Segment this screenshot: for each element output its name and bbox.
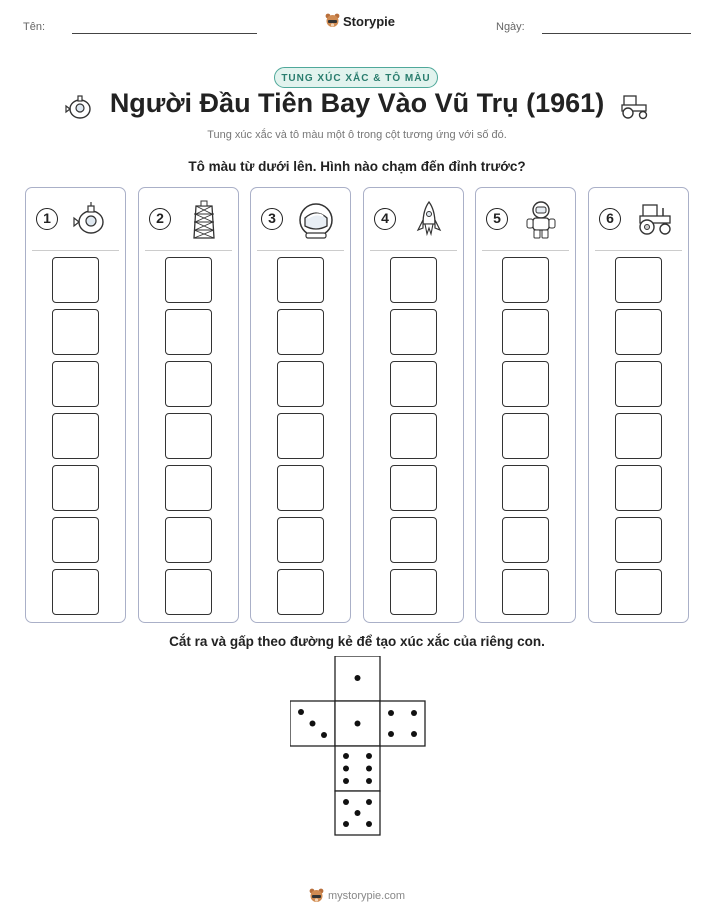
color-box[interactable] bbox=[390, 569, 437, 615]
color-box[interactable] bbox=[390, 309, 437, 355]
column-divider bbox=[595, 250, 682, 251]
color-box[interactable] bbox=[277, 517, 324, 563]
column-3 bbox=[250, 187, 351, 623]
color-box[interactable] bbox=[52, 257, 99, 303]
dice-net bbox=[290, 656, 426, 836]
color-box[interactable] bbox=[165, 413, 212, 459]
color-box[interactable] bbox=[502, 517, 549, 563]
color-box[interactable] bbox=[390, 361, 437, 407]
color-box[interactable] bbox=[277, 257, 324, 303]
column-number: 5 bbox=[486, 208, 508, 230]
footer bbox=[309, 888, 405, 904]
column-5 bbox=[475, 187, 576, 623]
color-box[interactable] bbox=[615, 361, 662, 407]
rocket-icon bbox=[410, 200, 448, 240]
date-line[interactable] bbox=[542, 33, 691, 34]
column-divider bbox=[370, 250, 457, 251]
color-box[interactable] bbox=[165, 361, 212, 407]
brand-name: Storypie bbox=[343, 13, 396, 29]
coloring-instruction: Tô màu từ dưới lên. Hình nào chạm đến đỉnh trước? bbox=[188, 159, 526, 174]
color-box[interactable] bbox=[52, 569, 99, 615]
color-box[interactable] bbox=[277, 309, 324, 355]
activity-tag: TUNG XÚC XẮC & TÔ MÀU bbox=[274, 67, 438, 88]
column-2 bbox=[138, 187, 239, 623]
column-divider bbox=[32, 250, 119, 251]
name-label: Tên: bbox=[23, 21, 46, 33]
date-label: Ngày: bbox=[496, 21, 525, 33]
column-number: 6 bbox=[599, 208, 621, 230]
color-box[interactable] bbox=[502, 309, 549, 355]
color-box[interactable] bbox=[52, 413, 99, 459]
color-box[interactable] bbox=[52, 517, 99, 563]
color-box[interactable] bbox=[52, 309, 99, 355]
column-1 bbox=[25, 187, 126, 623]
color-box[interactable] bbox=[52, 361, 99, 407]
bear-logo-icon bbox=[325, 13, 340, 29]
footer-url: mystorypie.com bbox=[328, 890, 406, 902]
color-box[interactable] bbox=[502, 413, 549, 459]
brand-logo bbox=[325, 13, 395, 29]
column-number: 2 bbox=[149, 208, 171, 230]
name-line[interactable] bbox=[72, 33, 257, 34]
color-box[interactable] bbox=[52, 465, 99, 511]
color-box[interactable] bbox=[165, 569, 212, 615]
astronaut-helmet-icon bbox=[297, 200, 335, 240]
color-box[interactable] bbox=[615, 569, 662, 615]
astronaut-icon bbox=[522, 200, 560, 240]
bear-logo-icon bbox=[309, 888, 324, 904]
submarine-icon bbox=[72, 200, 110, 240]
tractor-icon bbox=[635, 200, 673, 240]
color-box[interactable] bbox=[615, 309, 662, 355]
color-box[interactable] bbox=[502, 465, 549, 511]
color-box[interactable] bbox=[277, 569, 324, 615]
color-box[interactable] bbox=[390, 257, 437, 303]
color-box[interactable] bbox=[277, 465, 324, 511]
dice-net-drawing bbox=[290, 656, 426, 836]
page-title: Người Đầu Tiên Bay Vào Vũ Trụ (1961) bbox=[109, 88, 605, 118]
column-number: 1 bbox=[36, 208, 58, 230]
color-box[interactable] bbox=[165, 517, 212, 563]
color-box[interactable] bbox=[390, 413, 437, 459]
column-6 bbox=[588, 187, 689, 623]
color-box[interactable] bbox=[615, 517, 662, 563]
column-number: 3 bbox=[261, 208, 283, 230]
color-box[interactable] bbox=[615, 257, 662, 303]
color-box[interactable] bbox=[502, 361, 549, 407]
launch-tower-icon bbox=[185, 200, 223, 240]
color-box[interactable] bbox=[502, 569, 549, 615]
color-box[interactable] bbox=[390, 517, 437, 563]
color-box[interactable] bbox=[502, 257, 549, 303]
column-divider bbox=[145, 250, 232, 251]
color-box[interactable] bbox=[390, 465, 437, 511]
dice-instruction: Cắt ra và gấp theo đường kẻ để tạo xúc xắc của riêng con. bbox=[169, 634, 545, 649]
color-box[interactable] bbox=[165, 465, 212, 511]
color-box[interactable] bbox=[615, 413, 662, 459]
column-number: 4 bbox=[374, 208, 396, 230]
column-divider bbox=[257, 250, 344, 251]
color-box[interactable] bbox=[165, 257, 212, 303]
page-subtitle: Tung xúc xắc và tô màu một ô trong cột tương ứng với số đó. bbox=[207, 129, 507, 141]
color-box[interactable] bbox=[615, 465, 662, 511]
tractor-icon bbox=[618, 93, 652, 120]
column-4 bbox=[363, 187, 464, 623]
color-box[interactable] bbox=[277, 361, 324, 407]
color-box[interactable] bbox=[165, 309, 212, 355]
column-divider bbox=[482, 250, 569, 251]
color-box[interactable] bbox=[277, 413, 324, 459]
